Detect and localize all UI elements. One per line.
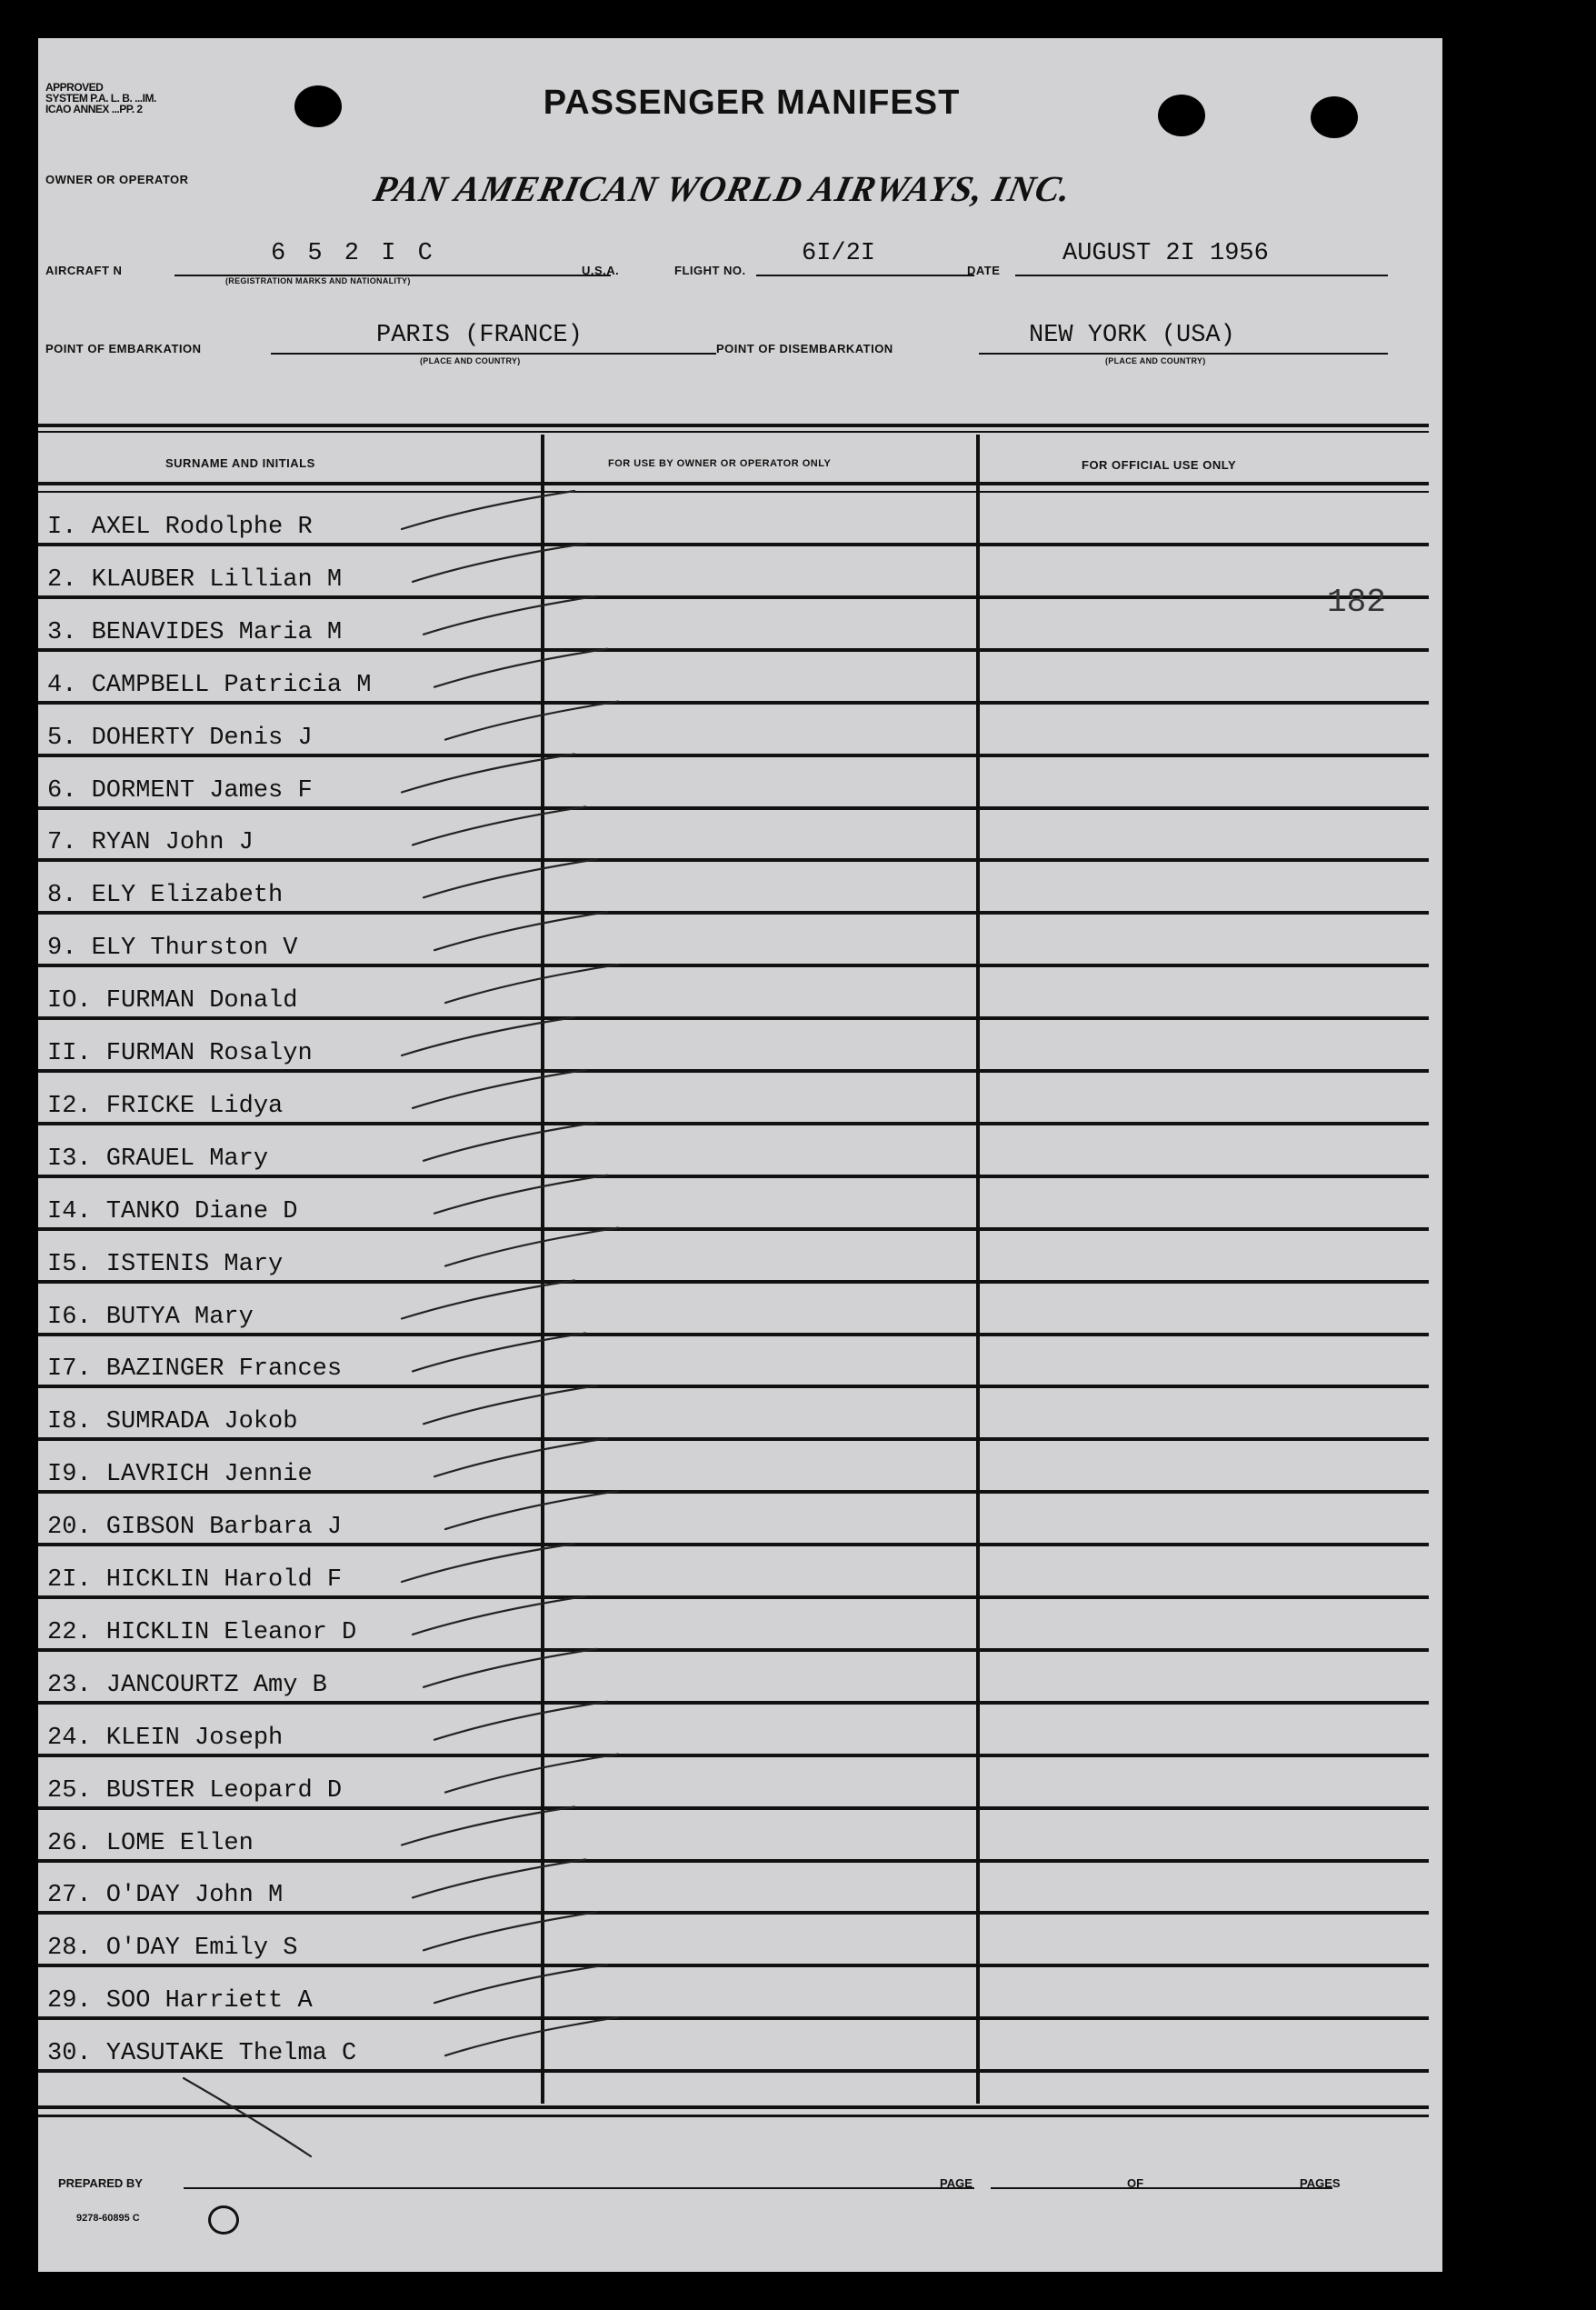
passenger-name: 3. BENAVIDES Maria M bbox=[47, 618, 343, 646]
passenger-name: 6. DORMENT James F bbox=[47, 776, 313, 805]
passenger-name: 8. ELY Elizabeth bbox=[47, 882, 284, 910]
passenger-name: 23. JANCOURTZ Amy B bbox=[47, 1671, 327, 1699]
embarkation-sub: (PLACE AND COUNTRY) bbox=[420, 356, 521, 365]
date-value: AUGUST 2I 1956 bbox=[1062, 240, 1269, 267]
passenger-name: 2. KLAUBER Lillian M bbox=[47, 565, 343, 594]
passenger-name: 30. YASUTAKE Thelma C bbox=[47, 2040, 357, 2068]
manifest-sheet bbox=[38, 38, 1442, 2272]
pages-label: PAGES bbox=[1300, 2176, 1341, 2190]
passenger-name: 2I. HICKLIN Harold F bbox=[47, 1566, 343, 1594]
passenger-name: 24. KLEIN Joseph bbox=[47, 1724, 284, 1752]
disembarkation-sub: (PLACE AND COUNTRY) bbox=[1105, 356, 1206, 365]
flight-label: FLIGHT NO. bbox=[674, 264, 746, 277]
page-label: PAGE bbox=[940, 2176, 973, 2190]
passenger-name: I6. BUTYA Mary bbox=[47, 1303, 254, 1331]
prepared-by-label: PREPARED BY bbox=[58, 2176, 143, 2190]
passenger-name: 7. RYAN John J bbox=[47, 829, 254, 857]
country-label: U.S.A. bbox=[582, 264, 620, 277]
embarkation-label: POINT OF EMBARKATION bbox=[45, 342, 202, 355]
passenger-name: I8. SUMRADA Jokob bbox=[47, 1408, 298, 1436]
column-header-official-use: FOR OFFICIAL USE ONLY bbox=[1082, 458, 1237, 472]
aircraft-value: 6 5 2 I C bbox=[271, 240, 436, 267]
disembarkation-value: NEW YORK (USA) bbox=[1029, 322, 1235, 349]
passenger-name: I4. TANKO Diane D bbox=[47, 1197, 298, 1225]
approval-line: SYSTEM P.A. L. B. ...IM. bbox=[45, 92, 156, 105]
airline-name: PAN AMERICAN WORLD AIRWAYS, INC. bbox=[370, 168, 1076, 209]
of-label: OF bbox=[1127, 2176, 1144, 2190]
owner-label: OWNER OR OPERATOR bbox=[45, 173, 189, 186]
approval-line: ICAO ANNEX ...PP. 2 bbox=[45, 103, 143, 115]
column-header-surname: SURNAME AND INITIALS bbox=[165, 456, 315, 470]
passenger-name: 26. LOME Ellen bbox=[47, 1829, 254, 1857]
disembarkation-label: POINT OF DISEMBARKATION bbox=[716, 342, 893, 355]
embarkation-value: PARIS (FRANCE) bbox=[376, 322, 583, 349]
passenger-name: I9. LAVRICH Jennie bbox=[47, 1461, 313, 1489]
passenger-name: 29. SOO Harriett A bbox=[47, 1987, 313, 2015]
passenger-name: 25. BUSTER Leopard D bbox=[47, 1776, 343, 1805]
aircraft-label: AIRCRAFT N bbox=[45, 264, 123, 277]
passenger-name: I5. ISTENIS Mary bbox=[47, 1250, 284, 1278]
passenger-name: I7. BAZINGER Frances bbox=[47, 1355, 343, 1384]
date-label: DATE bbox=[967, 264, 1001, 277]
passenger-name: IO. FURMAN Donald bbox=[47, 987, 298, 1015]
passenger-name: I. AXEL Rodolphe R bbox=[47, 514, 313, 541]
page-title: PASSENGER MANIFEST bbox=[543, 84, 961, 122]
passenger-name: 28. O'DAY Emily S bbox=[47, 1935, 298, 1963]
passenger-name: 22. HICKLIN Eleanor D bbox=[47, 1618, 357, 1646]
passenger-name: I2. FRICKE Lidya bbox=[47, 1092, 284, 1120]
handwritten-check-marks bbox=[38, 38, 1442, 2272]
passenger-name: 9. ELY Thurston V bbox=[47, 935, 298, 963]
stamp-number: 182 bbox=[1327, 584, 1386, 621]
approval-line: APPROVED bbox=[45, 81, 104, 94]
passenger-name: 4. CAMPBELL Patricia M bbox=[47, 671, 372, 699]
column-header-owner-use: FOR USE BY OWNER OR OPERATOR ONLY bbox=[608, 458, 832, 469]
flight-value: 6I/2I bbox=[802, 240, 876, 267]
passenger-name: I3. GRAUEL Mary bbox=[47, 1145, 269, 1173]
passenger-name: 5. DOHERTY Denis J bbox=[47, 724, 313, 752]
passenger-name: 27. O'DAY John M bbox=[47, 1882, 284, 1910]
form-number: 9278-60895 C bbox=[76, 2213, 140, 2224]
passenger-name: 20. GIBSON Barbara J bbox=[47, 1514, 343, 1542]
aircraft-sub: (REGISTRATION MARKS AND NATIONALITY) bbox=[225, 276, 411, 285]
passenger-name: II. FURMAN Rosalyn bbox=[47, 1040, 313, 1067]
